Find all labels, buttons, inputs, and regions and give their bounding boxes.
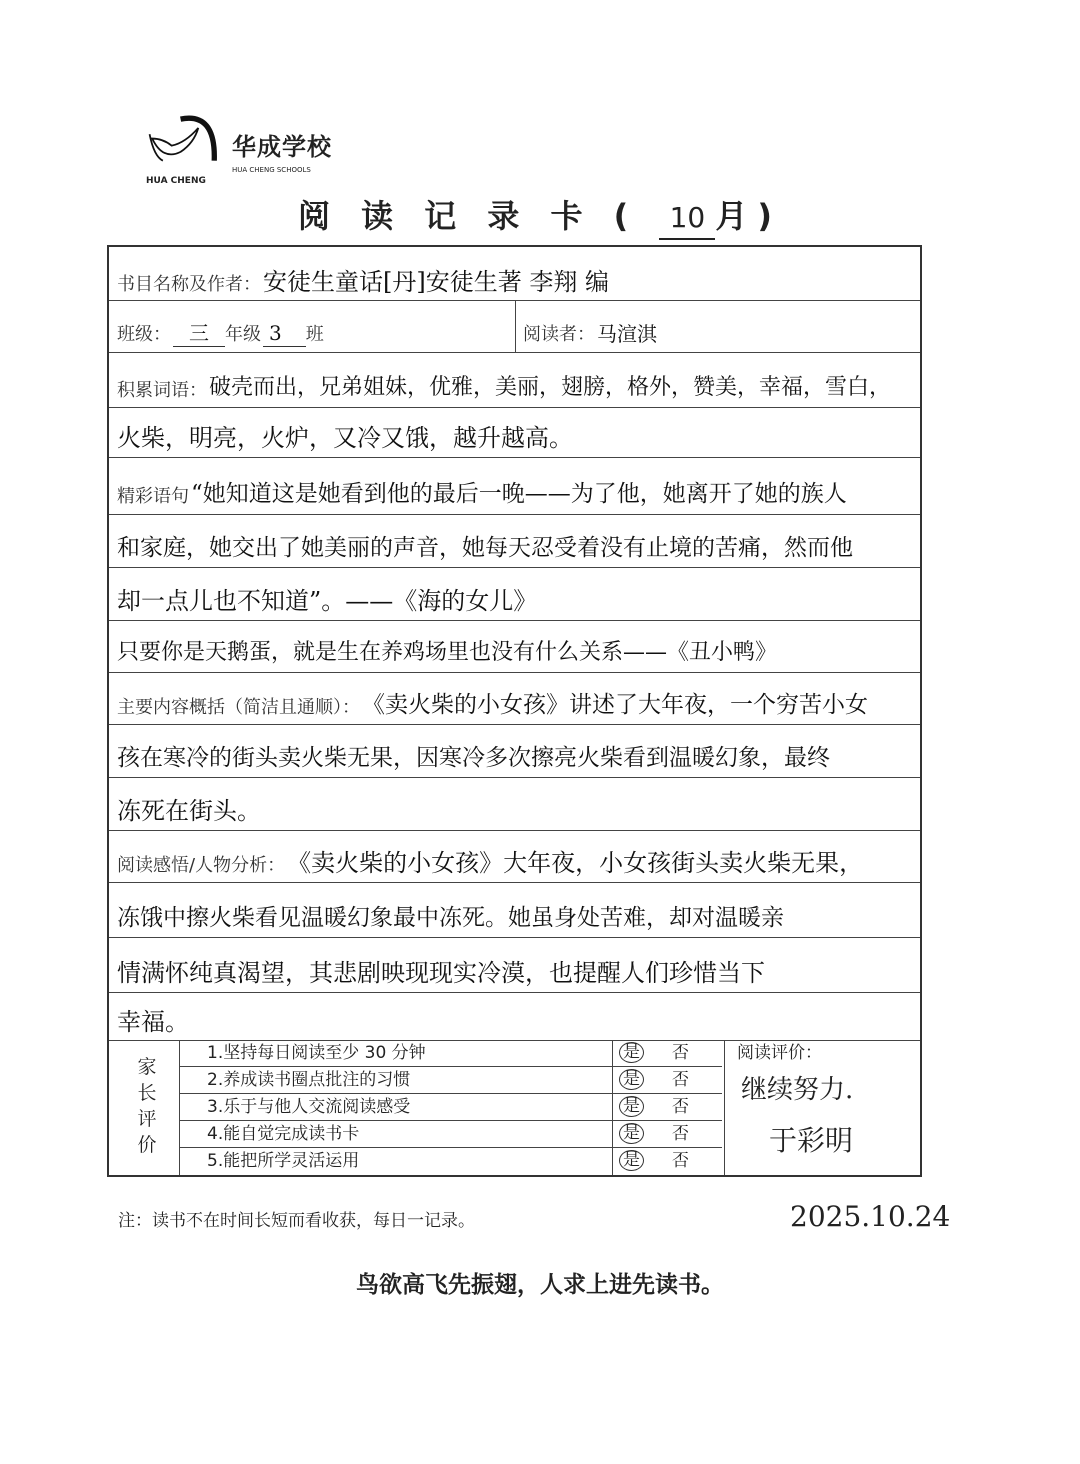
vocab-text: 火柴，明亮，火炉，又冷又饿，越升越高。 — [117, 424, 573, 452]
parent-label: 家长评价 — [137, 1056, 157, 1156]
sentence-text: “她知道这是她看到他的最后一晚——为了他，她离开了她的族人 — [191, 481, 847, 507]
title-suffix: 月) — [715, 197, 783, 235]
school-name: 华成学校 — [232, 133, 332, 161]
parent-item: 1.坚持每日阅读至少 30 分钟 — [207, 1043, 426, 1063]
eval-comment: 继续努力. — [741, 1075, 854, 1105]
feelings-line — [117, 997, 914, 1037]
sentence-line — [117, 519, 914, 563]
parent-signature: 于彩明 — [769, 1124, 854, 1157]
grade-label: 年级 — [225, 324, 261, 345]
summary-line — [117, 783, 914, 826]
title-text: 阅 读 记 录 卡 ( — [297, 197, 639, 235]
feelings-text: 冻饿中擦火柴看见温暖幻象最中冻死。她虽身处苦难，却对温暖亲 — [117, 905, 784, 931]
vocab-line — [117, 411, 914, 453]
signed-date: 2025.10.24 — [790, 1200, 951, 1233]
class-label-suffix: 班 — [305, 324, 324, 345]
yes-option-circled[interactable]: 是 — [619, 1123, 644, 1144]
sentence-line — [117, 463, 914, 509]
school-name-en: HUA CHENG SCHOOLS — [232, 166, 311, 174]
vocab-label: 积累词语： — [117, 380, 207, 401]
yes-option-circled[interactable]: 是 — [619, 1069, 644, 1090]
parent-item: 2.养成读书圈点批注的习惯 — [207, 1070, 411, 1090]
class-row — [117, 305, 505, 347]
class-label: 班级： — [117, 324, 171, 345]
feelings-text: 《卖火柴的小女孩》大年夜，小女孩街头卖火柴无果， — [287, 849, 864, 877]
vocab-line — [117, 359, 914, 403]
book-value: 安徒生童话[丹]安徒生著 李翔 编 — [263, 268, 609, 296]
sentence-text: 却一点儿也不知道”。——《海的女儿》 — [117, 587, 538, 615]
class-no-value: 3 — [263, 320, 306, 347]
motto: 鸟欲高飞先振翅，人求上进先读书。 — [356, 1272, 724, 1298]
yes-option-circled[interactable]: 是 — [619, 1150, 644, 1171]
no-option[interactable]: 否 — [672, 1070, 689, 1090]
feelings-label: 阅读感悟/人物分析： — [117, 855, 286, 876]
yes-option-circled[interactable]: 是 — [619, 1096, 644, 1117]
logo-mark-text: HUA CHENG — [146, 176, 206, 186]
eval-label: 阅读评价： — [737, 1043, 822, 1063]
summary-label: 主要内容概括（简洁且通顺）： — [117, 697, 360, 718]
reading-record-table — [107, 245, 922, 1177]
reader-value: 马渲淇 — [597, 322, 657, 346]
parent-item: 3.乐于与他人交流阅读感受 — [207, 1097, 411, 1117]
parent-evaluation — [109, 1040, 920, 1175]
summary-line — [117, 677, 914, 720]
feelings-text: 幸福。 — [117, 1008, 189, 1036]
reader-row — [523, 305, 914, 347]
summary-line — [117, 729, 914, 773]
no-option[interactable]: 否 — [672, 1043, 689, 1063]
book-label: 书目名称及作者： — [117, 274, 261, 295]
summary-text: 孩在寒冷的街头卖火柴无果，因寒冷多次擦亮火柴看到温暖幻象，最终 — [117, 745, 830, 771]
sentence-text: 和家庭，她交出了她美丽的声音，她每天忍受着没有止境的苦痛，然而他 — [117, 535, 853, 561]
feelings-line — [117, 943, 914, 988]
parent-item: 5.能把所学灵活运用 — [207, 1151, 360, 1171]
sentence-line — [117, 625, 914, 668]
month-value: 10 — [659, 198, 715, 240]
summary-text: 《卖火柴的小女孩》讲述了大年夜，一个穷苦小女 — [362, 692, 868, 718]
school-logo-icon — [140, 112, 230, 174]
reader-label: 阅读者： — [523, 324, 595, 345]
feelings-text: 情满怀纯真渴望，其悲剧映现现实冷漠，也提醒人们珍惜当下 — [117, 959, 765, 987]
parent-item: 4.能自觉完成读书卡 — [207, 1124, 360, 1144]
grade-value: 三 — [173, 320, 225, 347]
sentence-line — [117, 573, 914, 616]
no-option[interactable]: 否 — [672, 1151, 689, 1171]
sentences-label: 精彩语句 — [117, 486, 189, 507]
vocab-text: 破壳而出，兄弟姐妹，优雅，美丽，翅膀，格外，赞美，幸福，雪白， — [209, 375, 892, 400]
page-title — [0, 196, 1080, 240]
sentence-text: 只要你是天鹅蛋，就是生在养鸡场里也没有什么关系——《丑小鸭》 — [117, 640, 778, 665]
book-row — [117, 253, 914, 297]
no-option[interactable]: 否 — [672, 1124, 689, 1144]
feelings-line — [117, 835, 914, 878]
footnote: 注：读书不在时间长短而看收获，每日一记录。 — [118, 1211, 475, 1231]
feelings-line — [117, 888, 914, 933]
yes-option-circled[interactable]: 是 — [619, 1042, 644, 1063]
no-option[interactable]: 否 — [672, 1097, 689, 1117]
summary-text: 冻死在街头。 — [117, 797, 261, 825]
